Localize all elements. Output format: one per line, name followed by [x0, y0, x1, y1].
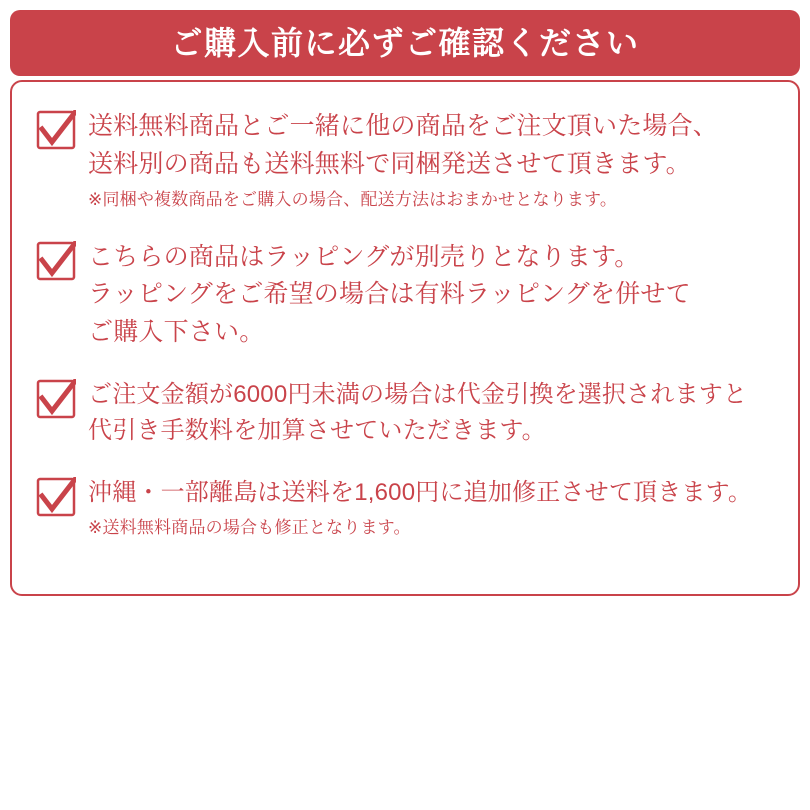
list-item-line: 代引き手数料を加算させていただきます。	[88, 417, 546, 444]
list-item-line: ご注文金額が6000円未満の場合は代金引換を選択されますと	[88, 381, 748, 408]
list-item-note: ※同梱や複数商品をご購入の場合、配送方法はおまかせとなります。	[88, 190, 618, 209]
list-item-line: ラッピングをご希望の場合は有料ラッピングを併せて	[88, 280, 691, 308]
list-item	[36, 475, 774, 541]
list-item	[36, 239, 774, 352]
page-title: ご購入前に必ずご確認ください	[170, 25, 640, 61]
notice-body	[10, 80, 800, 596]
checkmark-icon	[36, 379, 76, 419]
list-item	[36, 108, 774, 213]
notice-card	[10, 10, 800, 596]
list-item-text	[88, 108, 774, 213]
list-item-line: こちらの商品はラッピングが別売りとなります。	[88, 242, 640, 271]
list-item-text	[88, 377, 774, 449]
list-item-line: 送料別の商品も送料無料で同梱発送させて頂きます。	[88, 149, 691, 178]
list-item-line: 沖縄・一部離島は送料を1,600円に追加修正させて頂きます。	[88, 479, 753, 506]
list-item-note: ※送料無料商品の場合も修正となります。	[88, 518, 411, 537]
list-item-text	[88, 475, 774, 541]
list-item-line: 送料無料商品とご一緒に他の商品をご注文頂いた場合、	[88, 112, 719, 140]
checkmark-icon	[36, 241, 76, 281]
list-item	[36, 377, 774, 449]
list-item-line: ご購入下さい。	[88, 317, 265, 346]
list-item-text	[88, 239, 774, 352]
checkmark-icon	[36, 110, 76, 150]
checkmark-icon	[36, 477, 76, 517]
notice-header	[10, 10, 800, 76]
